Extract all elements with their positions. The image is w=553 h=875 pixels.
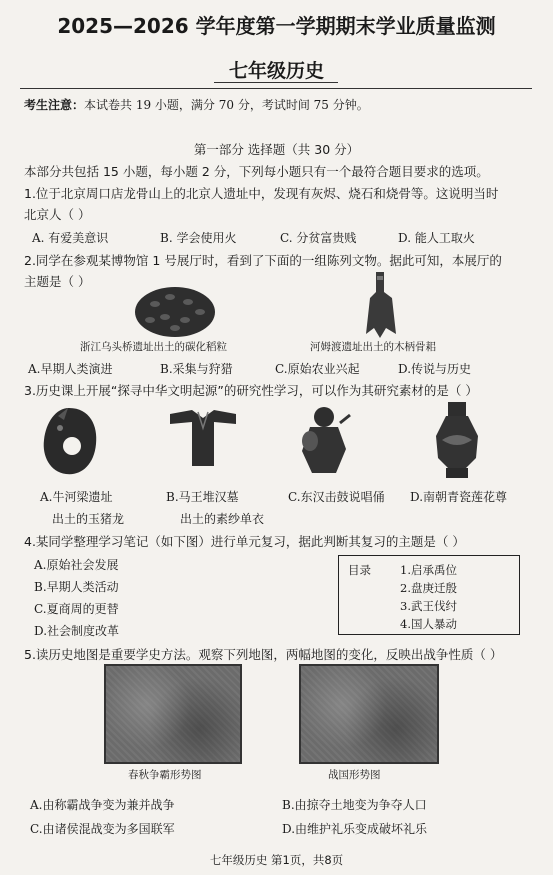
q1-option-b[interactable]: B. 学会使用火 bbox=[160, 231, 237, 245]
toc-item-2: 2.盘庚迁殷 bbox=[400, 581, 457, 595]
part1-intro: 本部分共包括 15 小题，每小题 2 分，下列每小题只有一个最符合题目要求的选项。 bbox=[24, 164, 489, 179]
q2-option-a[interactable]: A.早期人类演进 bbox=[28, 362, 113, 376]
spring-autumn-map bbox=[104, 664, 242, 764]
q4-option-b[interactable]: B.早期人类活动 bbox=[34, 580, 119, 594]
q3-option-b[interactable]: B.马王堆汉墓 bbox=[166, 490, 239, 504]
exam-subtitle: 七年级历史 bbox=[228, 60, 324, 82]
exam-title: 2025—2026 学年度第一学期期末学业质量监测 bbox=[57, 14, 496, 38]
toc-label: 目录 bbox=[348, 563, 371, 577]
q2-stem-line2: 主题是（ ） bbox=[24, 274, 91, 289]
q2-option-d[interactable]: D.传说与历史 bbox=[398, 362, 472, 376]
warring-states-map bbox=[299, 664, 439, 764]
q4-stem: 4.某同学整理学习笔记（如下图）进行单元复习，据此判断其复习的主题是（ ） bbox=[24, 534, 465, 549]
q3-option-a[interactable]: A.牛河梁遗址 bbox=[40, 490, 113, 504]
q5-stem: 5.读历史地图是重要学史方法。观察下列地图，两幅地图的变化，反映出战争性质（ ） bbox=[24, 647, 503, 662]
q2-caption-1: 浙江乌头桥遗址出土的碳化稻粒 bbox=[80, 341, 227, 353]
q1-stem-line1: 1.位于北京周口店龙骨山上的北京人遗址中，发现有灰烬、烧石和烧骨等。这说明当时 bbox=[24, 186, 499, 201]
toc-item-1: 1.启承禹位 bbox=[400, 563, 457, 577]
q5-option-a[interactable]: A.由称霸战争变为兼并战争 bbox=[30, 798, 175, 812]
exam-notice bbox=[24, 96, 369, 113]
q5-option-d[interactable]: D.由维护礼乐变成破坏礼乐 bbox=[282, 822, 428, 836]
q3-option-a-line2: 出土的玉猪龙 bbox=[52, 512, 125, 526]
map-caption-1: 春秋争霸形势图 bbox=[128, 769, 202, 781]
drum-storyteller-figurine-image bbox=[296, 403, 352, 477]
q2-caption-2: 河姆渡遗址出土的木柄骨耜 bbox=[310, 341, 436, 353]
q3-option-b-line2: 出土的素纱单衣 bbox=[180, 512, 265, 526]
notice-text: 本试卷共 19 小题，满分 70 分，考试时间 75 分钟。 bbox=[84, 98, 369, 112]
q4-option-c[interactable]: C.夏商周的更替 bbox=[34, 602, 119, 616]
q2-stem-line1: 2.同学在参观某博物馆 1 号展厅时，看到了下面的一组陈列文物。据此可知，本展厅的 bbox=[24, 253, 502, 268]
q3-stem: 3.历史课上开展“探寻中华文明起源”的研究性学习，可以作为其研究素材的是（ ） bbox=[24, 383, 478, 398]
carbonized-rice-image bbox=[130, 282, 220, 340]
toc-item-3: 3.武王伐纣 bbox=[400, 599, 457, 613]
q1-stem-line2: 北京人（ ） bbox=[24, 207, 91, 222]
q3-option-d[interactable]: D.南朝青瓷莲花尊 bbox=[410, 490, 508, 504]
q1-option-d[interactable]: D. 能人工取火 bbox=[398, 231, 475, 245]
q5-option-c[interactable]: C.由诸侯混战变为多国联军 bbox=[30, 822, 175, 836]
plain-gauze-robe-image bbox=[168, 408, 238, 470]
q1-option-a[interactable]: A. 有爱美意识 bbox=[32, 231, 109, 245]
page-footer: 七年级历史 第1页，共8页 bbox=[209, 853, 344, 867]
q3-option-c[interactable]: C.东汉击鼓说唱俑 bbox=[288, 490, 385, 504]
part1-heading: 第一部分 选择题（共 30 分） bbox=[193, 142, 360, 157]
q2-option-b[interactable]: B.采集与狩猎 bbox=[160, 362, 233, 376]
q1-option-c[interactable]: C. 分贫富贵贱 bbox=[280, 231, 357, 245]
bone-spade-image bbox=[362, 270, 402, 340]
jade-pig-dragon-image bbox=[38, 404, 100, 478]
q4-option-d[interactable]: D.社会制度改革 bbox=[34, 624, 120, 638]
q2-option-c[interactable]: C.原始农业兴起 bbox=[275, 362, 360, 376]
map-caption-2: 战国形势图 bbox=[328, 769, 381, 781]
notice-label: 考生注意： bbox=[24, 98, 85, 112]
toc-item-4: 4.国人暴动 bbox=[400, 617, 457, 631]
celadon-lotus-zun-image bbox=[432, 400, 482, 480]
q4-option-a[interactable]: A.原始社会发展 bbox=[34, 558, 119, 572]
divider bbox=[20, 88, 532, 89]
q5-option-b[interactable]: B.由掠夺土地变为争夺人口 bbox=[282, 798, 427, 812]
